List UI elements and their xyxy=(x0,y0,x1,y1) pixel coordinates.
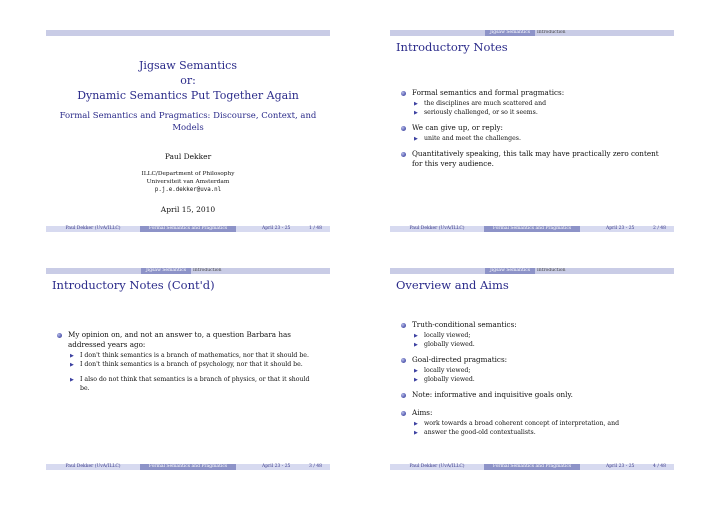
list-item: Formal semantics and formal pragmatics: xyxy=(398,88,664,98)
list-item: Quantitatively speaking, this talk may have practically zero content for this very audience. xyxy=(398,149,664,169)
triangle-bullet-icon: ▶ xyxy=(414,421,418,427)
footer-talk: Formal Semantics and Pragmatics xyxy=(140,464,236,470)
slide-overview-and-aims xyxy=(390,268,674,470)
slide-footer xyxy=(390,226,674,232)
nav-subsection[interactable]: Introduction xyxy=(537,30,566,35)
slide-top-bar xyxy=(46,30,330,36)
footer-talk: Formal Semantics and Pragmatics xyxy=(484,226,580,232)
slide-top-bar xyxy=(390,268,674,274)
footer-author: Paul Dekker (UvA/ILLC) xyxy=(46,464,140,470)
list-item: My opinion on, and not an answer to, a question Barbara has addressed years ago: xyxy=(54,330,316,350)
bullet-icon xyxy=(401,126,406,131)
sub-item: ▶ answer the good-old contextualists. xyxy=(414,429,536,436)
slide-title: Introductory Notes xyxy=(396,40,508,54)
page-number: 2 / 48 xyxy=(653,226,666,231)
slide-content xyxy=(398,320,664,437)
slide-title: Introductory Notes (Cont'd) xyxy=(52,278,215,292)
slide-title xyxy=(46,30,330,232)
slide-top-bar xyxy=(390,30,674,36)
footer-author: Paul Dekker (UvA/ILLC) xyxy=(390,464,484,470)
list-item: Aims: xyxy=(398,408,664,418)
footer-date-page: April 23 - 25 3 / 48 xyxy=(236,464,330,470)
bullet-icon xyxy=(57,333,62,338)
sub-item: ▶ seriously challenged, or so it seems. xyxy=(414,109,538,116)
footer-date-page: April 23 - 25 4 / 48 xyxy=(580,464,674,470)
nav-section[interactable]: Jigsaw Semantics xyxy=(141,268,191,274)
triangle-bullet-icon: ▶ xyxy=(414,368,418,374)
nav-section[interactable]: Jigsaw Semantics xyxy=(485,30,535,36)
author-name: Paul Dekker xyxy=(164,152,212,161)
sub-item: ▶ locally viewed; xyxy=(414,367,471,374)
triangle-bullet-icon: ▶ xyxy=(414,430,418,436)
triangle-bullet-icon: ▶ xyxy=(414,342,418,348)
bullet-icon xyxy=(401,393,406,398)
triangle-bullet-icon: ▶ xyxy=(414,333,418,339)
bullet-icon xyxy=(401,91,406,96)
presentation-subtitle: Formal Semantics and Pragmatics: Discourse, Context, and Models xyxy=(59,111,317,133)
nav-subsection[interactable]: Introduction xyxy=(193,268,222,273)
list-item: Goal-directed pragmatics: xyxy=(398,355,664,365)
footer-author: Paul Dekker (UvA/ILLC) xyxy=(390,226,484,232)
slide-footer xyxy=(390,464,674,470)
bullet-icon xyxy=(401,152,406,157)
footer-date-page: April 23 - 25 2 / 48 xyxy=(580,226,674,232)
page-number: 1 / 48 xyxy=(309,226,322,231)
page-number: 4 / 48 xyxy=(653,464,666,469)
triangle-bullet-icon: ▶ xyxy=(414,377,418,383)
slide-content xyxy=(54,330,316,393)
bullet-icon xyxy=(401,411,406,416)
triangle-bullet-icon: ▶ xyxy=(414,101,418,107)
list-item: We can give up, or reply: xyxy=(398,123,664,133)
footer-author: Paul Dekker (UvA/ILLC) xyxy=(46,226,140,232)
nav-subsection[interactable]: Introduction xyxy=(537,268,566,273)
footer-talk: Formal Semantics and Pragmatics xyxy=(140,226,236,232)
sub-item: ▶ globally viewed. xyxy=(414,376,475,383)
bullet-icon xyxy=(401,323,406,328)
email-address: p.j.e.dekker@uva.nl xyxy=(154,187,222,193)
footer-date-page: April 23 - 25 1 / 48 xyxy=(236,226,330,232)
presentation-date: April 15, 2010 xyxy=(160,205,216,214)
sub-item: ▶ I don't think semantics is a branch of psychology, nor that it should be. xyxy=(70,361,303,368)
triangle-bullet-icon: ▶ xyxy=(414,110,418,116)
slide-introductory-notes-contd xyxy=(46,268,330,470)
page-number: 3 / 48 xyxy=(309,464,322,469)
slide-content xyxy=(398,88,664,175)
institute: ILLC/Department of Philosophy Universiteit van Amsterdam p.j.e.dekker@uva.nl xyxy=(46,170,330,194)
sub-item: ▶ locally viewed; xyxy=(414,332,471,339)
slide-top-bar xyxy=(46,268,330,274)
slide-footer xyxy=(46,464,330,470)
sub-item: ▶ the disciplines are much scattered and xyxy=(414,100,547,107)
footer-talk: Formal Semantics and Pragmatics xyxy=(484,464,580,470)
slide-title: Overview and Aims xyxy=(396,278,509,292)
sub-item: ▶ globally viewed. xyxy=(414,341,475,348)
triangle-bullet-icon: ▶ xyxy=(70,353,74,359)
list-item: Truth-conditional semantics: xyxy=(398,320,664,330)
sub-item: ▶ unite and meet the challenges. xyxy=(414,135,521,142)
triangle-bullet-icon: ▶ xyxy=(414,136,418,142)
list-item: Note: informative and inquisitive goals only. xyxy=(398,390,664,400)
slide-introductory-notes xyxy=(390,30,674,232)
sub-item: ▶ I don't think semantics is a branch of mathematics, nor that it should be. xyxy=(70,352,309,359)
presentation-title: Jigsaw Semantics or: Dynamic Semantics Put Together Again xyxy=(77,59,299,102)
sub-item: ▶ work towards a broad coherent concept of interpretation, and xyxy=(414,420,620,427)
triangle-bullet-icon: ▶ xyxy=(70,377,74,383)
triangle-bullet-icon: ▶ xyxy=(70,362,74,368)
sub-item: ▶ I also do not think that semantics is a branch of physics, or that it should be. xyxy=(70,376,310,392)
nav-section[interactable]: Jigsaw Semantics xyxy=(485,268,535,274)
bullet-icon xyxy=(401,358,406,363)
slide-footer xyxy=(46,226,330,232)
